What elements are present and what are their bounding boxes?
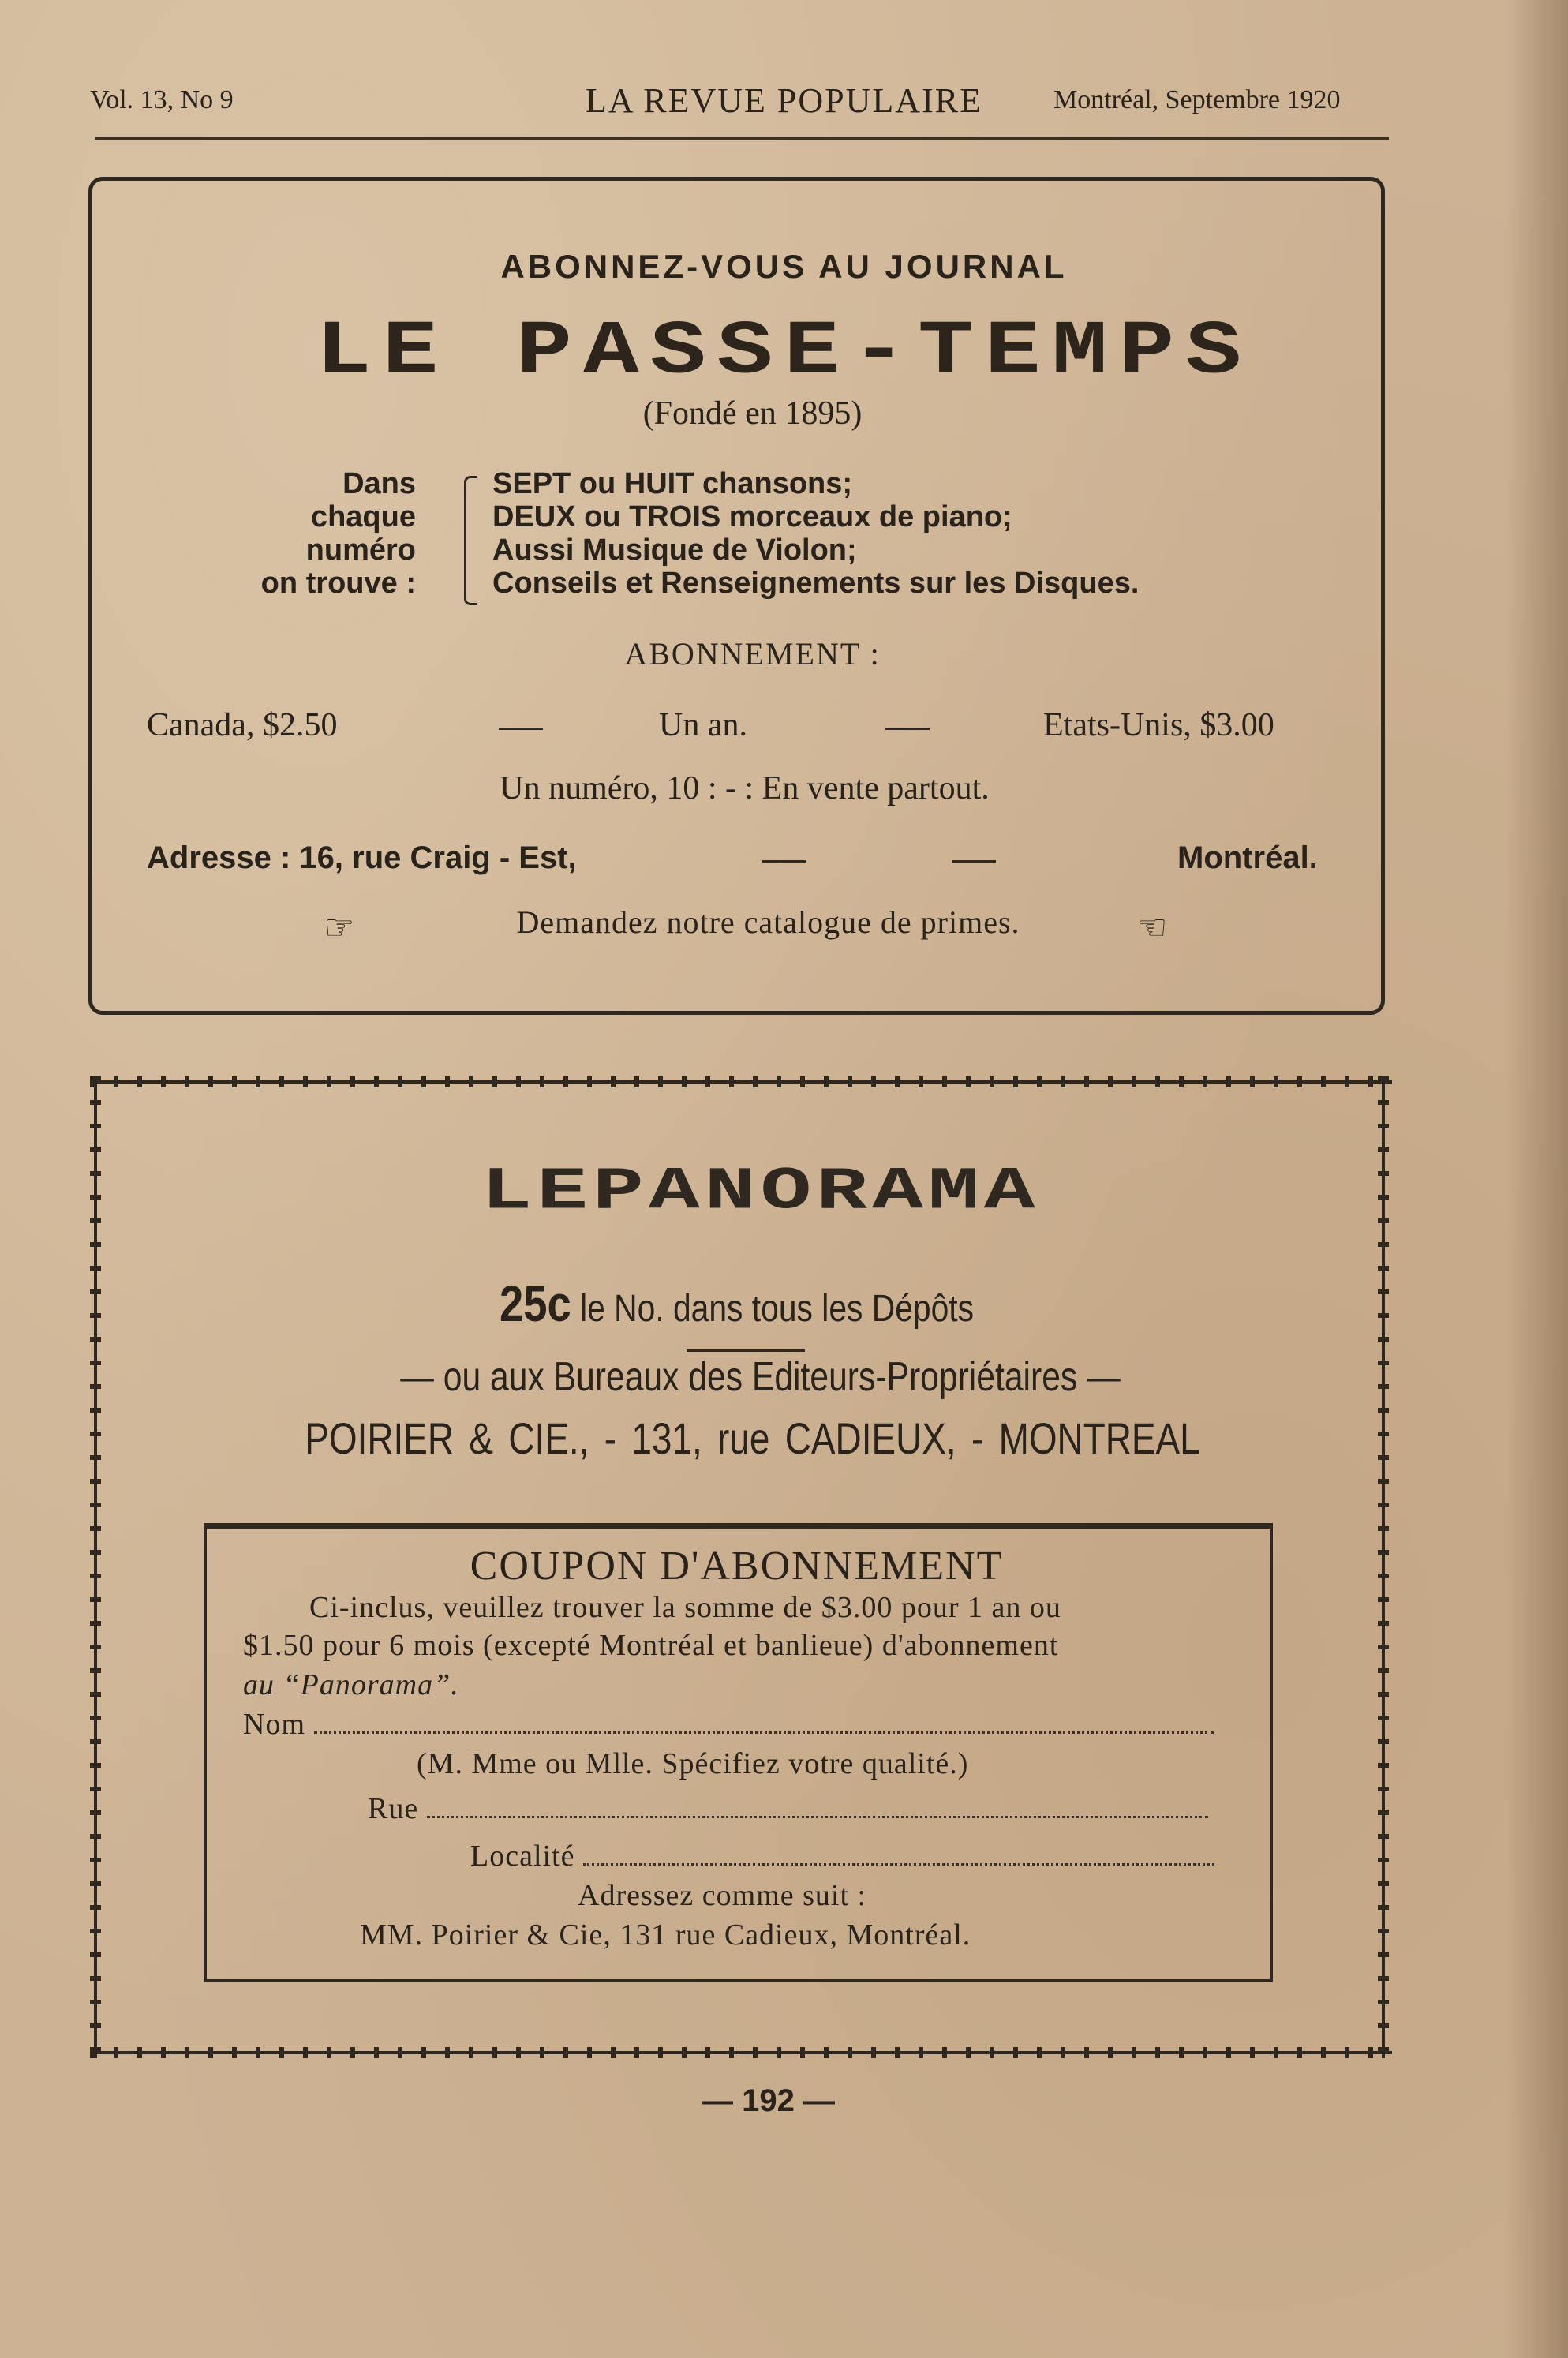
- dash-divider: [762, 860, 806, 863]
- brace-bracket: [464, 476, 477, 605]
- feature-item: Conseils et Renseignements sur les Disques.: [492, 567, 1140, 600]
- feature-item: DEUX ou TROIS morceaux de piano;: [492, 500, 1012, 533]
- ad-address: Adresse : 16, rue Craig - Est,: [147, 840, 577, 875]
- send-instructions: Adressez comme suit :: [578, 1879, 867, 1912]
- price-figure: 25c: [499, 1275, 571, 1332]
- page-number: — 192 —: [702, 2083, 835, 2118]
- intro-line: chaque: [310, 500, 416, 533]
- header-rule: [95, 137, 1389, 140]
- publisher-name: POIRIER & CIE.,: [305, 1413, 589, 1463]
- dash-divider: [499, 728, 543, 730]
- coupon-text-line: $1.50 pour 6 mois (excepté Montréal et banlieue) d'abonnement: [243, 1629, 1059, 1662]
- address-separator: -: [971, 1413, 984, 1463]
- price-text: le No. dans tous les Dépôts: [571, 1288, 975, 1330]
- coupon-text-line: au “Panorama”.: [243, 1668, 459, 1701]
- price-united-states: Etats-Unis, $3.00: [1043, 707, 1274, 743]
- publisher-street: 131, rue CADIEUX,: [631, 1413, 956, 1463]
- publisher-city: MONTREAL: [998, 1413, 1200, 1463]
- publisher-address: [110, 1413, 1395, 1464]
- ad-city: Montréal.: [1177, 840, 1318, 875]
- publication-title: LA REVUE POPULAIRE: [586, 81, 982, 120]
- qualifier-note: (M. Mme ou Mlle. Spécifiez votre qualité.): [417, 1747, 969, 1780]
- locality-field[interactable]: [470, 1839, 1214, 1873]
- intro-line: numéro: [305, 533, 416, 567]
- address-separator: -: [604, 1413, 617, 1463]
- feature-item: Aussi Musique de Violon;: [492, 533, 857, 567]
- panorama-title: LEPANORAMA: [481, 1158, 1040, 1226]
- ad-title: LE PASSE-TEMPS: [315, 309, 1253, 396]
- dash-divider: [952, 860, 996, 863]
- pointing-hand-left-icon: ☜: [1136, 908, 1168, 947]
- volume-number: Vol. 13, No 9: [90, 85, 234, 114]
- send-address: MM. Poirier & Cie, 131 rue Cadieux, Montréal.: [360, 1918, 971, 1952]
- panorama-price: [70, 1274, 1403, 1333]
- short-rule: [687, 1349, 805, 1352]
- name-label: Nom: [243, 1708, 305, 1741]
- intro-line: on trouve :: [260, 567, 416, 600]
- subscription-label: ABONNEMENT :: [624, 636, 881, 672]
- founding-year: (Fondé en 1895): [642, 395, 863, 432]
- ornamental-chain-border-bottom: [90, 2047, 1392, 2058]
- place-and-date: Montréal, Septembre 1920: [1053, 85, 1341, 114]
- street-blank-line[interactable]: [427, 1794, 1208, 1818]
- feature-item: SEPT ou HUIT chansons;: [492, 467, 853, 500]
- street-field[interactable]: [368, 1791, 1208, 1826]
- pointing-hand-right-icon: ☞: [324, 908, 355, 947]
- locality-blank-line[interactable]: [583, 1841, 1214, 1866]
- price-term: Un an.: [659, 707, 747, 743]
- catalog-notice: Demandez notre catalogue de primes.: [516, 904, 1020, 940]
- street-label: Rue: [368, 1792, 419, 1825]
- coupon-text-line: Ci-inclus, veuillez trouver la somme de $3.00 pour 1 an ou: [309, 1591, 1061, 1624]
- ad-subtitle: ABONNEZ-VOUS AU JOURNAL: [500, 248, 1068, 285]
- coupon-title: COUPON D'ABONNEMENT: [470, 1544, 1004, 1589]
- single-issue-price: Un numéro, 10 : - : En vente partout.: [500, 770, 990, 807]
- editors-line: — ou aux Bureaux des Editeurs-Propriétaires —: [400, 1354, 1121, 1400]
- name-field[interactable]: [243, 1707, 1214, 1742]
- intro-line: Dans: [342, 467, 416, 500]
- ornamental-chain-border-top: [90, 1076, 1392, 1087]
- name-blank-line[interactable]: [314, 1709, 1214, 1734]
- price-canada: Canada, $2.50: [147, 707, 338, 743]
- locality-label: Localité: [470, 1840, 575, 1873]
- dash-divider: [885, 728, 930, 730]
